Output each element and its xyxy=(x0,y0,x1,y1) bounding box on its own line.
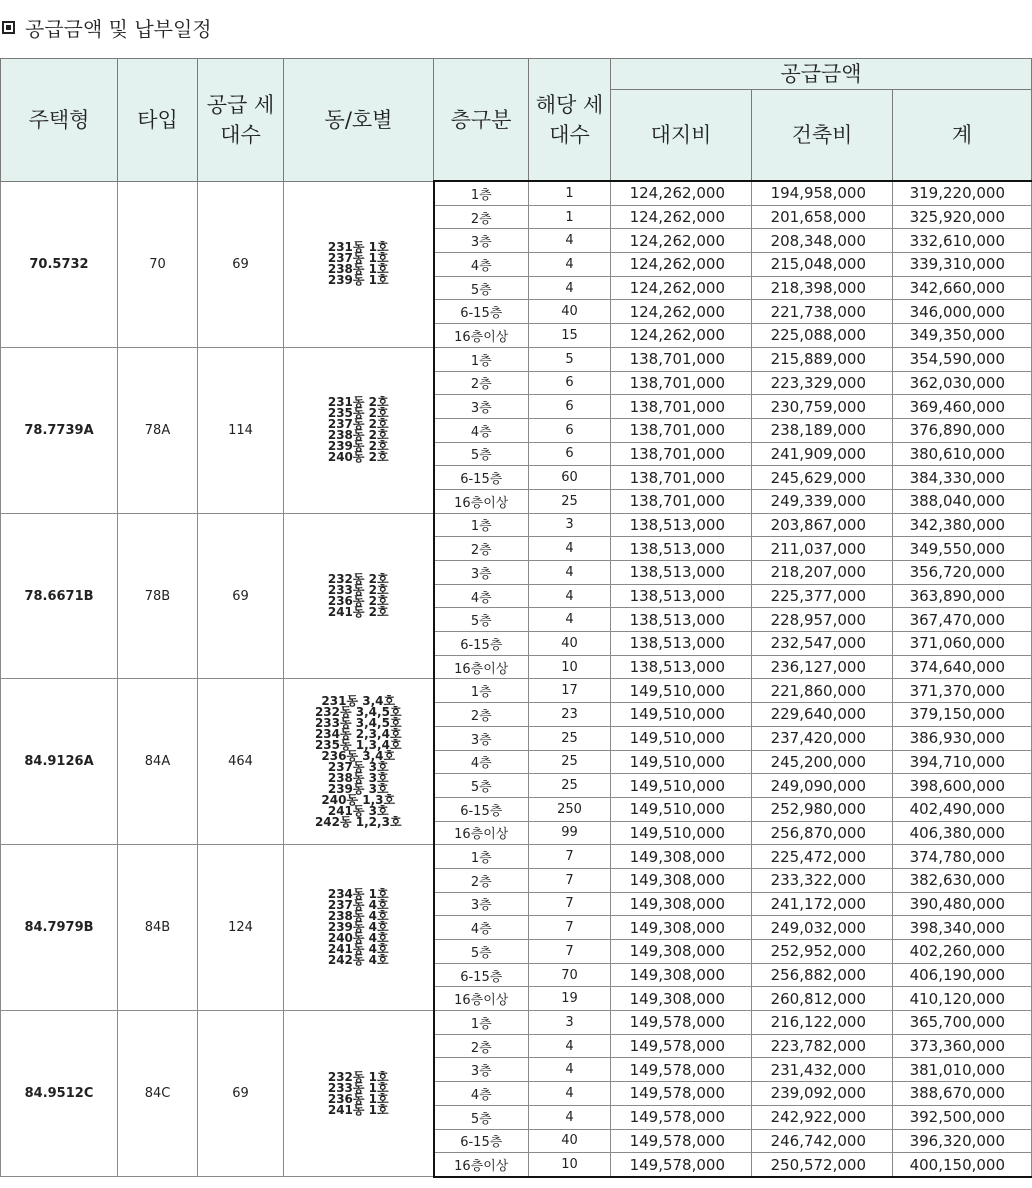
units-cell: 40 xyxy=(529,632,611,656)
table-row xyxy=(1,513,1032,537)
dong-ho-item: 239동 4호 xyxy=(327,920,389,935)
dong-ho-item: 233동 2호 xyxy=(327,583,389,598)
table-row xyxy=(1,1011,1032,1035)
land-price-cell: 149,510,000 xyxy=(611,750,752,774)
house-type-cell: 84.9126A xyxy=(1,679,118,845)
floor-cell: 5층 xyxy=(434,608,529,632)
dong-ho-item: 236동 1호 xyxy=(327,1091,389,1106)
total-price-cell: 342,380,000 xyxy=(893,513,1032,537)
units-cell: 99 xyxy=(529,821,611,845)
units-cell: 4 xyxy=(529,276,611,300)
total-price-cell: 371,060,000 xyxy=(893,632,1032,656)
floor-cell: 3층 xyxy=(434,229,529,253)
supply-units-cell: 69 xyxy=(198,181,284,347)
units-cell: 4 xyxy=(529,608,611,632)
dong-ho-item: 241동 3호 xyxy=(327,803,389,818)
land-price-cell: 138,701,000 xyxy=(611,489,752,513)
land-price-cell: 138,701,000 xyxy=(611,466,752,490)
house-type-cell: 84.7979B xyxy=(1,845,118,1011)
building-price-cell: 245,629,000 xyxy=(752,466,893,490)
total-price-cell: 406,380,000 xyxy=(893,821,1032,845)
floor-cell: 16층이상 xyxy=(434,987,529,1011)
floor-cell: 2층 xyxy=(434,868,529,892)
floor-cell: 5층 xyxy=(434,442,529,466)
total-price-cell: 402,260,000 xyxy=(893,940,1032,964)
land-price-cell: 124,262,000 xyxy=(611,205,752,229)
dong-ho-item: 233동 1호 xyxy=(327,1080,389,1095)
land-price-cell: 138,701,000 xyxy=(611,418,752,442)
land-price-cell: 124,262,000 xyxy=(611,300,752,324)
dong-ho-cell xyxy=(284,1011,434,1177)
dong-ho-cell xyxy=(284,845,434,1011)
table-row xyxy=(1,347,1032,371)
floor-cell: 2층 xyxy=(434,371,529,395)
building-price-cell: 216,122,000 xyxy=(752,1011,893,1035)
building-price-cell: 246,742,000 xyxy=(752,1129,893,1153)
total-price-cell: 382,630,000 xyxy=(893,868,1032,892)
land-price-cell: 138,701,000 xyxy=(611,347,752,371)
units-cell: 15 xyxy=(529,324,611,348)
units-cell: 4 xyxy=(529,537,611,561)
building-price-cell: 225,377,000 xyxy=(752,584,893,608)
floor-cell: 1층 xyxy=(434,181,529,205)
building-price-cell: 241,909,000 xyxy=(752,442,893,466)
building-price-cell: 221,860,000 xyxy=(752,679,893,703)
total-price-cell: 400,150,000 xyxy=(893,1153,1032,1177)
units-cell: 1 xyxy=(529,181,611,205)
land-price-cell: 149,510,000 xyxy=(611,821,752,845)
dong-ho-item: 241동 4호 xyxy=(327,942,389,957)
building-price-cell: 211,037,000 xyxy=(752,537,893,561)
floor-cell: 6-15층 xyxy=(434,466,529,490)
floor-cell: 2층 xyxy=(434,703,529,727)
header-supply-units: 공급 세대수 xyxy=(198,59,284,182)
units-cell: 6 xyxy=(529,395,611,419)
building-price-cell: 260,812,000 xyxy=(752,987,893,1011)
land-price-cell: 138,513,000 xyxy=(611,537,752,561)
building-price-cell: 225,088,000 xyxy=(752,324,893,348)
floor-cell: 2층 xyxy=(434,537,529,561)
floor-cell: 4층 xyxy=(434,916,529,940)
units-cell: 6 xyxy=(529,442,611,466)
total-price-cell: 356,720,000 xyxy=(893,561,1032,585)
floor-cell: 3층 xyxy=(434,1058,529,1082)
house-type-cell: 78.7739A xyxy=(1,347,118,513)
building-price-cell: 223,782,000 xyxy=(752,1034,893,1058)
units-cell: 10 xyxy=(529,1153,611,1177)
building-price-cell: 245,200,000 xyxy=(752,750,893,774)
land-price-cell: 149,510,000 xyxy=(611,797,752,821)
building-price-cell: 229,640,000 xyxy=(752,703,893,727)
building-price-cell: 237,420,000 xyxy=(752,726,893,750)
units-cell: 40 xyxy=(529,1129,611,1153)
total-price-cell: 371,370,000 xyxy=(893,679,1032,703)
header-floor-group: 층구분 xyxy=(434,59,529,182)
units-cell: 1 xyxy=(529,205,611,229)
type-cell: 84B xyxy=(118,845,198,1011)
building-price-cell: 232,547,000 xyxy=(752,632,893,656)
dong-ho-item: 239동 3호 xyxy=(327,781,389,796)
building-price-cell: 252,980,000 xyxy=(752,797,893,821)
building-price-cell: 256,882,000 xyxy=(752,963,893,987)
dong-ho-item: 236동 2호 xyxy=(327,594,389,609)
floor-cell: 3층 xyxy=(434,726,529,750)
table-body xyxy=(1,181,1032,1177)
units-cell: 60 xyxy=(529,466,611,490)
land-price-cell: 149,510,000 xyxy=(611,726,752,750)
building-price-cell: 223,329,000 xyxy=(752,371,893,395)
building-price-cell: 249,032,000 xyxy=(752,916,893,940)
total-price-cell: 342,660,000 xyxy=(893,276,1032,300)
building-price-cell: 249,339,000 xyxy=(752,489,893,513)
total-price-cell: 373,360,000 xyxy=(893,1034,1032,1058)
total-price-cell: 406,190,000 xyxy=(893,963,1032,987)
floor-cell: 16층이상 xyxy=(434,1153,529,1177)
dong-ho-item: 234동 2,3,4호 xyxy=(314,726,402,741)
land-price-cell: 149,308,000 xyxy=(611,845,752,869)
section-title xyxy=(0,12,212,42)
header-building: 건축비 xyxy=(752,90,893,182)
dong-ho-item: 236동 3,4호 xyxy=(321,748,396,763)
type-cell: 84A xyxy=(118,679,198,845)
building-price-cell: 256,870,000 xyxy=(752,821,893,845)
floor-cell: 2층 xyxy=(434,205,529,229)
land-price-cell: 138,513,000 xyxy=(611,584,752,608)
dong-ho-item: 237동 4호 xyxy=(327,898,389,913)
land-price-cell: 124,262,000 xyxy=(611,324,752,348)
house-type-cell: 78.6671B xyxy=(1,513,118,679)
floor-cell: 4층 xyxy=(434,1082,529,1106)
units-cell: 4 xyxy=(529,1105,611,1129)
floor-cell: 5층 xyxy=(434,940,529,964)
total-price-cell: 398,600,000 xyxy=(893,774,1032,798)
dong-ho-item: 238동 1호 xyxy=(327,262,389,277)
building-price-cell: 241,172,000 xyxy=(752,892,893,916)
total-price-cell: 365,700,000 xyxy=(893,1011,1032,1035)
units-cell: 7 xyxy=(529,916,611,940)
floor-cell: 6-15층 xyxy=(434,632,529,656)
land-price-cell: 149,578,000 xyxy=(611,1082,752,1106)
units-cell: 25 xyxy=(529,726,611,750)
land-price-cell: 138,701,000 xyxy=(611,442,752,466)
units-cell: 4 xyxy=(529,229,611,253)
total-price-cell: 390,480,000 xyxy=(893,892,1032,916)
building-price-cell: 221,738,000 xyxy=(752,300,893,324)
total-price-cell: 394,710,000 xyxy=(893,750,1032,774)
land-price-cell: 138,701,000 xyxy=(611,371,752,395)
land-price-cell: 149,308,000 xyxy=(611,940,752,964)
land-price-cell: 149,578,000 xyxy=(611,1034,752,1058)
floor-cell: 4층 xyxy=(434,584,529,608)
land-price-cell: 149,510,000 xyxy=(611,679,752,703)
house-type-cell: 84.9512C xyxy=(1,1011,118,1177)
total-price-cell: 374,640,000 xyxy=(893,655,1032,679)
dong-ho-item: 238동 3호 xyxy=(327,770,389,785)
supply-units-cell: 464 xyxy=(198,679,284,845)
dong-ho-cell xyxy=(284,181,434,347)
floor-cell: 1층 xyxy=(434,845,529,869)
dong-ho-item: 235동 1,3,4호 xyxy=(314,737,402,752)
floor-cell: 4층 xyxy=(434,253,529,277)
building-price-cell: 238,189,000 xyxy=(752,418,893,442)
dong-ho-item: 239동 1호 xyxy=(327,273,389,288)
header-units: 해당 세대수 xyxy=(529,59,611,182)
units-cell: 4 xyxy=(529,1034,611,1058)
units-cell: 6 xyxy=(529,418,611,442)
supply-units-cell: 69 xyxy=(198,513,284,679)
units-cell: 70 xyxy=(529,963,611,987)
supply-units-cell: 114 xyxy=(198,347,284,513)
supply-units-cell: 69 xyxy=(198,1011,284,1177)
units-cell: 25 xyxy=(529,750,611,774)
units-cell: 25 xyxy=(529,774,611,798)
dong-ho-item: 238동 2호 xyxy=(327,428,389,443)
floor-cell: 3층 xyxy=(434,561,529,585)
units-cell: 4 xyxy=(529,584,611,608)
dong-ho-cell xyxy=(284,679,434,845)
building-price-cell: 225,472,000 xyxy=(752,845,893,869)
building-price-cell: 215,889,000 xyxy=(752,347,893,371)
total-price-cell: 386,930,000 xyxy=(893,726,1032,750)
building-price-cell: 250,572,000 xyxy=(752,1153,893,1177)
table-row xyxy=(1,679,1032,703)
land-price-cell: 149,510,000 xyxy=(611,703,752,727)
land-price-cell: 138,513,000 xyxy=(611,655,752,679)
dong-ho-item: 240동 2호 xyxy=(327,450,389,465)
dong-ho-item: 231동 1호 xyxy=(327,240,389,255)
total-price-cell: 354,590,000 xyxy=(893,347,1032,371)
total-price-cell: 402,490,000 xyxy=(893,797,1032,821)
land-price-cell: 124,262,000 xyxy=(611,181,752,205)
building-price-cell: 239,092,000 xyxy=(752,1082,893,1106)
dong-ho-item: 241동 1호 xyxy=(327,1102,389,1117)
land-price-cell: 124,262,000 xyxy=(611,229,752,253)
section-title-text: 공급금액 및 납부일정 xyxy=(25,16,212,41)
land-price-cell: 149,308,000 xyxy=(611,963,752,987)
dong-ho-item: 237동 1호 xyxy=(327,251,389,266)
type-cell: 70 xyxy=(118,181,198,347)
total-price-cell: 380,610,000 xyxy=(893,442,1032,466)
units-cell: 5 xyxy=(529,347,611,371)
land-price-cell: 149,510,000 xyxy=(611,774,752,798)
floor-cell: 3층 xyxy=(434,892,529,916)
table-header xyxy=(1,59,1032,182)
land-price-cell: 149,308,000 xyxy=(611,892,752,916)
supply-units-cell: 124 xyxy=(198,845,284,1011)
total-price-cell: 374,780,000 xyxy=(893,845,1032,869)
total-price-cell: 325,920,000 xyxy=(893,205,1032,229)
units-cell: 7 xyxy=(529,940,611,964)
header-land: 대지비 xyxy=(611,90,752,182)
building-price-cell: 194,958,000 xyxy=(752,181,893,205)
land-price-cell: 149,308,000 xyxy=(611,987,752,1011)
price-table xyxy=(0,58,1032,1178)
floor-cell: 5층 xyxy=(434,1105,529,1129)
building-price-cell: 252,952,000 xyxy=(752,940,893,964)
floor-cell: 1층 xyxy=(434,347,529,371)
dong-ho-item: 242동 4호 xyxy=(327,953,389,968)
building-price-cell: 218,207,000 xyxy=(752,561,893,585)
floor-cell: 1층 xyxy=(434,513,529,537)
units-cell: 4 xyxy=(529,1082,611,1106)
total-price-cell: 398,340,000 xyxy=(893,916,1032,940)
dong-ho-cell xyxy=(284,513,434,679)
header-total: 계 xyxy=(893,90,1032,182)
building-price-cell: 230,759,000 xyxy=(752,395,893,419)
floor-cell: 2층 xyxy=(434,1034,529,1058)
dong-ho-item: 238동 4호 xyxy=(327,909,389,924)
total-price-cell: 388,670,000 xyxy=(893,1082,1032,1106)
header-type: 타입 xyxy=(118,59,198,182)
land-price-cell: 149,578,000 xyxy=(611,1011,752,1035)
total-price-cell: 346,000,000 xyxy=(893,300,1032,324)
total-price-cell: 332,610,000 xyxy=(893,229,1032,253)
land-price-cell: 138,513,000 xyxy=(611,608,752,632)
units-cell: 25 xyxy=(529,489,611,513)
floor-cell: 6-15층 xyxy=(434,300,529,324)
total-price-cell: 396,320,000 xyxy=(893,1129,1032,1153)
total-price-cell: 392,500,000 xyxy=(893,1105,1032,1129)
land-price-cell: 149,578,000 xyxy=(611,1105,752,1129)
total-price-cell: 319,220,000 xyxy=(893,181,1032,205)
header-supply-price: 공급금액 xyxy=(611,59,1032,90)
units-cell: 23 xyxy=(529,703,611,727)
floor-cell: 3층 xyxy=(434,395,529,419)
building-price-cell: 208,348,000 xyxy=(752,229,893,253)
floor-cell: 6-15층 xyxy=(434,963,529,987)
total-price-cell: 379,150,000 xyxy=(893,703,1032,727)
units-cell: 7 xyxy=(529,845,611,869)
building-price-cell: 203,867,000 xyxy=(752,513,893,537)
land-price-cell: 149,308,000 xyxy=(611,868,752,892)
building-price-cell: 236,127,000 xyxy=(752,655,893,679)
dong-ho-item: 231동 3,4호 xyxy=(321,693,396,708)
dong-ho-item: 237동 3호 xyxy=(327,759,389,774)
dong-ho-item: 235동 2호 xyxy=(327,406,389,421)
units-cell: 7 xyxy=(529,868,611,892)
building-price-cell: 201,658,000 xyxy=(752,205,893,229)
total-price-cell: 339,310,000 xyxy=(893,253,1032,277)
type-cell: 78A xyxy=(118,347,198,513)
floor-cell: 4층 xyxy=(434,750,529,774)
land-price-cell: 138,701,000 xyxy=(611,395,752,419)
total-price-cell: 384,330,000 xyxy=(893,466,1032,490)
dong-ho-item: 237동 2호 xyxy=(327,417,389,432)
units-cell: 10 xyxy=(529,655,611,679)
total-price-cell: 388,040,000 xyxy=(893,489,1032,513)
floor-cell: 16층이상 xyxy=(434,821,529,845)
type-cell: 84C xyxy=(118,1011,198,1177)
floor-cell: 16층이상 xyxy=(434,489,529,513)
units-cell: 250 xyxy=(529,797,611,821)
units-cell: 4 xyxy=(529,1058,611,1082)
units-cell: 19 xyxy=(529,987,611,1011)
total-price-cell: 369,460,000 xyxy=(893,395,1032,419)
total-price-cell: 363,890,000 xyxy=(893,584,1032,608)
header-dong-ho: 동/호별 xyxy=(284,59,434,182)
total-price-cell: 349,350,000 xyxy=(893,324,1032,348)
total-price-cell: 381,010,000 xyxy=(893,1058,1032,1082)
building-price-cell: 228,957,000 xyxy=(752,608,893,632)
dong-ho-item: 240동 1,3호 xyxy=(321,792,396,807)
units-cell: 6 xyxy=(529,371,611,395)
total-price-cell: 410,120,000 xyxy=(893,987,1032,1011)
land-price-cell: 138,513,000 xyxy=(611,513,752,537)
table-row xyxy=(1,845,1032,869)
units-cell: 17 xyxy=(529,679,611,703)
units-cell: 7 xyxy=(529,892,611,916)
building-price-cell: 249,090,000 xyxy=(752,774,893,798)
building-price-cell: 242,922,000 xyxy=(752,1105,893,1129)
building-price-cell: 215,048,000 xyxy=(752,253,893,277)
units-cell: 40 xyxy=(529,300,611,324)
floor-cell: 1층 xyxy=(434,679,529,703)
dong-ho-item: 233동 3,4,5호 xyxy=(314,715,402,730)
floor-cell: 6-15층 xyxy=(434,1129,529,1153)
dong-ho-item: 240동 4호 xyxy=(327,931,389,946)
total-price-cell: 367,470,000 xyxy=(893,608,1032,632)
dong-ho-item: 232동 2호 xyxy=(327,572,389,587)
land-price-cell: 138,513,000 xyxy=(611,632,752,656)
dong-ho-item: 242동 1,2,3호 xyxy=(314,814,402,829)
land-price-cell: 124,262,000 xyxy=(611,276,752,300)
dong-ho-item: 241동 2호 xyxy=(327,605,389,620)
dong-ho-cell xyxy=(284,347,434,513)
land-price-cell: 149,578,000 xyxy=(611,1058,752,1082)
dong-ho-item: 239동 2호 xyxy=(327,439,389,454)
building-price-cell: 231,432,000 xyxy=(752,1058,893,1082)
units-cell: 3 xyxy=(529,1011,611,1035)
floor-cell: 4층 xyxy=(434,418,529,442)
land-price-cell: 124,262,000 xyxy=(611,253,752,277)
floor-cell: 16층이상 xyxy=(434,655,529,679)
house-type-cell: 70.5732 xyxy=(1,181,118,347)
units-cell: 4 xyxy=(529,561,611,585)
land-price-cell: 149,308,000 xyxy=(611,916,752,940)
floor-cell: 16층이상 xyxy=(434,324,529,348)
dong-ho-item: 232동 3,4,5호 xyxy=(314,704,402,719)
total-price-cell: 349,550,000 xyxy=(893,537,1032,561)
units-cell: 3 xyxy=(529,513,611,537)
units-cell: 4 xyxy=(529,253,611,277)
floor-cell: 6-15층 xyxy=(434,797,529,821)
type-cell: 78B xyxy=(118,513,198,679)
land-price-cell: 149,578,000 xyxy=(611,1129,752,1153)
land-price-cell: 138,513,000 xyxy=(611,561,752,585)
total-price-cell: 362,030,000 xyxy=(893,371,1032,395)
total-price-cell: 376,890,000 xyxy=(893,418,1032,442)
floor-cell: 5층 xyxy=(434,774,529,798)
floor-cell: 5층 xyxy=(434,276,529,300)
header-house-type: 주택형 xyxy=(1,59,118,182)
dong-ho-item: 234동 1호 xyxy=(327,887,389,902)
table-row xyxy=(1,181,1032,205)
dong-ho-item: 232동 1호 xyxy=(327,1069,389,1084)
floor-cell: 1층 xyxy=(434,1011,529,1035)
building-price-cell: 233,322,000 xyxy=(752,868,893,892)
dong-ho-item: 231동 2호 xyxy=(327,395,389,410)
building-price-cell: 218,398,000 xyxy=(752,276,893,300)
bullet-square-icon xyxy=(2,21,15,34)
land-price-cell: 149,578,000 xyxy=(611,1153,752,1177)
